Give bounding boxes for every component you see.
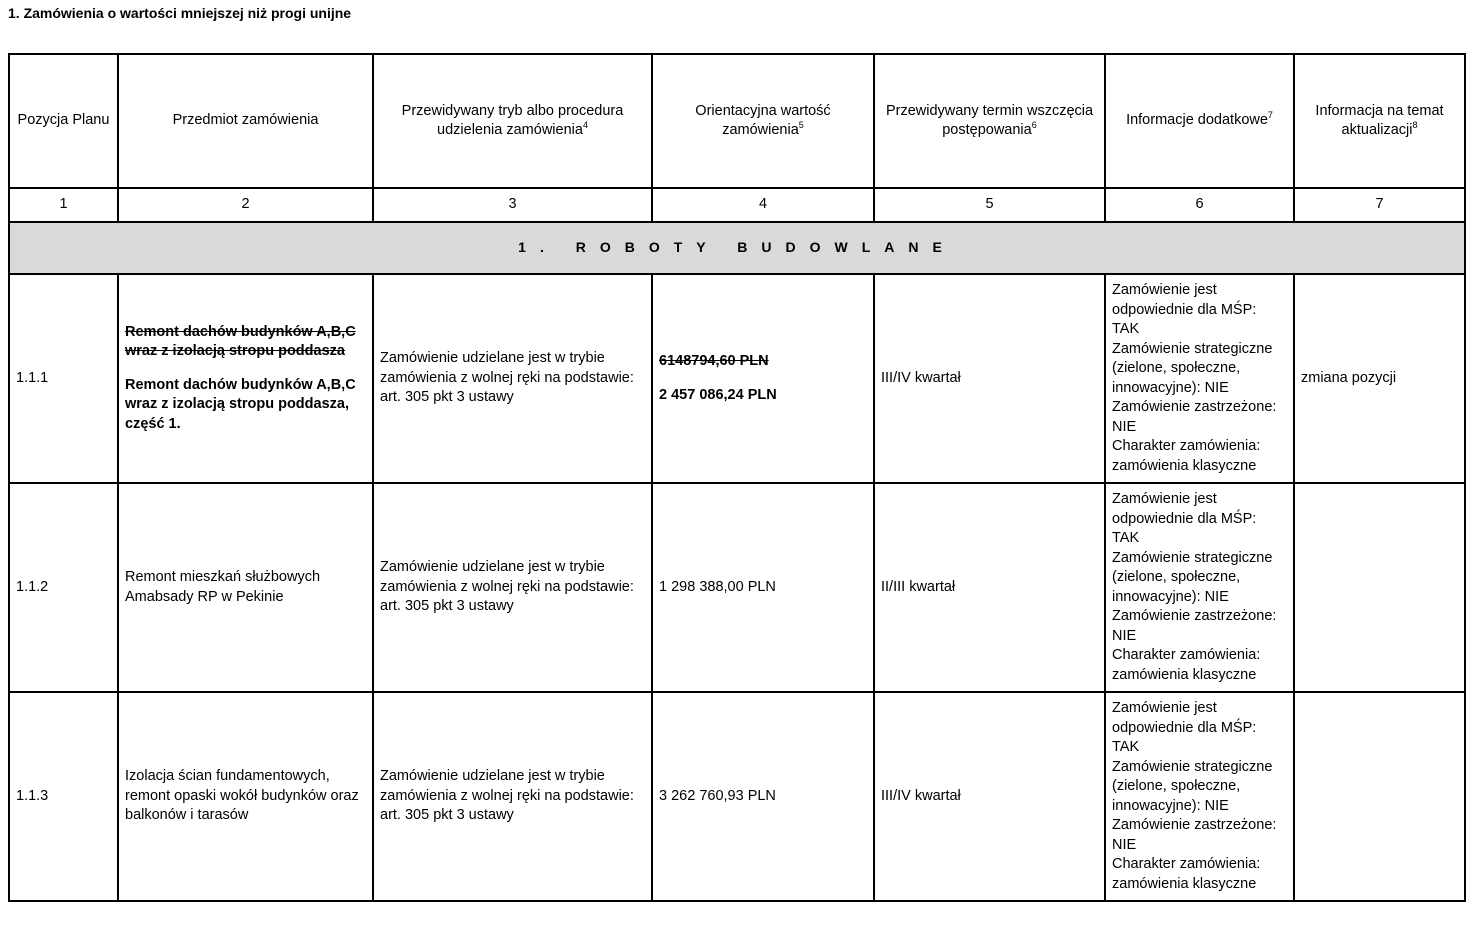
value-struck: 6148794,60 PLN — [659, 353, 769, 369]
value-cell: 3 262 760,93 PLN — [652, 692, 874, 901]
procurement-plan-table — [8, 53, 1466, 902]
position-cell: 1.1.1 — [9, 274, 118, 483]
header-cell: Informacje dodatkowe$^7$ — [1105, 54, 1294, 188]
value-text: 2 457 086,24 PLN — [659, 386, 777, 403]
table-row — [9, 692, 1465, 901]
update-cell — [1294, 692, 1465, 901]
procedure-cell: Zamówienie udzielane jest w trybie zamówienia z wolnej ręki na podstawie: art. 305 pkt 3 ustawy — [373, 483, 652, 692]
subject-struck: Remont dachów budynków A,B,C wraz z izolacją stropu poddasza — [125, 323, 356, 360]
value-cell — [652, 274, 874, 483]
header-row — [9, 54, 1465, 188]
header-cell: Przewidywany tryb albo procedura udzielenia zamówienia$^4$ — [373, 54, 652, 188]
category-row — [9, 222, 1465, 274]
header-cell: Przedmiot zamówienia — [118, 54, 373, 188]
column-number: 4 — [652, 188, 874, 222]
table-row — [9, 483, 1465, 692]
term-cell: III/IV kwartał — [874, 274, 1105, 483]
term-cell: III/IV kwartał — [874, 692, 1105, 901]
subject-text: Remont dachów budynków A,B,C wraz z izolacją stropu poddasza, część 1. — [125, 376, 356, 432]
subject-cell: Remont mieszkań służbowych Amabsady RP w Pekinie — [118, 483, 373, 692]
value-cell: 1 298 388,00 PLN — [652, 483, 874, 692]
header-cell: Orientacyjna wartość zamówienia$^5$ — [652, 54, 874, 188]
update-cell — [1294, 483, 1465, 692]
subject-cell: Izolacja ścian fundamentowych, remont opaski wokół budynków oraz balkonów i tarasów — [118, 692, 373, 901]
column-number: 1 — [9, 188, 118, 222]
term-cell: II/III kwartał — [874, 483, 1105, 692]
header-cell: Informacja na temat aktualizacji$^8$ — [1294, 54, 1465, 188]
header-cell: Pozycja Planu — [9, 54, 118, 188]
position-cell: 1.1.2 — [9, 483, 118, 692]
category-heading: 1. ROBOTY BUDOWLANE — [9, 222, 1465, 274]
column-number: 3 — [373, 188, 652, 222]
info-cell: Zamówienie jest odpowiednie dla MŚP: TAK Zamówienie strategiczne (zielone, społeczne, innowacyjne): NIE Zamówienie zastrzeżone: NIE Charakter zamówienia: zamówienia klasyczne — [1105, 483, 1294, 692]
position-cell: 1.1.3 — [9, 692, 118, 901]
info-cell: Zamówienie jest odpowiednie dla MŚP: TAK Zamówienie strategiczne (zielone, społeczne, innowacyjne): NIE Zamówienie zastrzeżone: NIE Charakter zamówienia: zamówienia klasyczne — [1105, 692, 1294, 901]
info-cell: Zamówienie jest odpowiednie dla MŚP: TAK Zamówienie strategiczne (zielone, społeczne, innowacyjne): NIE Zamówienie zastrzeżone: NIE Charakter zamówienia: zamówienia klasyczne — [1105, 274, 1294, 483]
column-number: 5 — [874, 188, 1105, 222]
column-number: 2 — [118, 188, 373, 222]
column-number: 7 — [1294, 188, 1465, 222]
column-number: 6 — [1105, 188, 1294, 222]
subject-cell — [118, 274, 373, 483]
update-cell: zmiana pozycji — [1294, 274, 1465, 483]
header-cell: Przewidywany termin wszczęcia postępowania$^6$ — [874, 54, 1105, 188]
column-number-row — [9, 188, 1465, 222]
procedure-cell: Zamówienie udzielane jest w trybie zamówienia z wolnej ręki na podstawie: art. 305 pkt 3 ustawy — [373, 692, 652, 901]
procedure-cell: Zamówienie udzielane jest w trybie zamówienia z wolnej ręki na podstawie: art. 305 pkt 3 ustawy — [373, 274, 652, 483]
table-row — [9, 274, 1465, 483]
section-title: 1. Zamówienia o wartości mniejszej niż progi unijne — [8, 5, 352, 21]
